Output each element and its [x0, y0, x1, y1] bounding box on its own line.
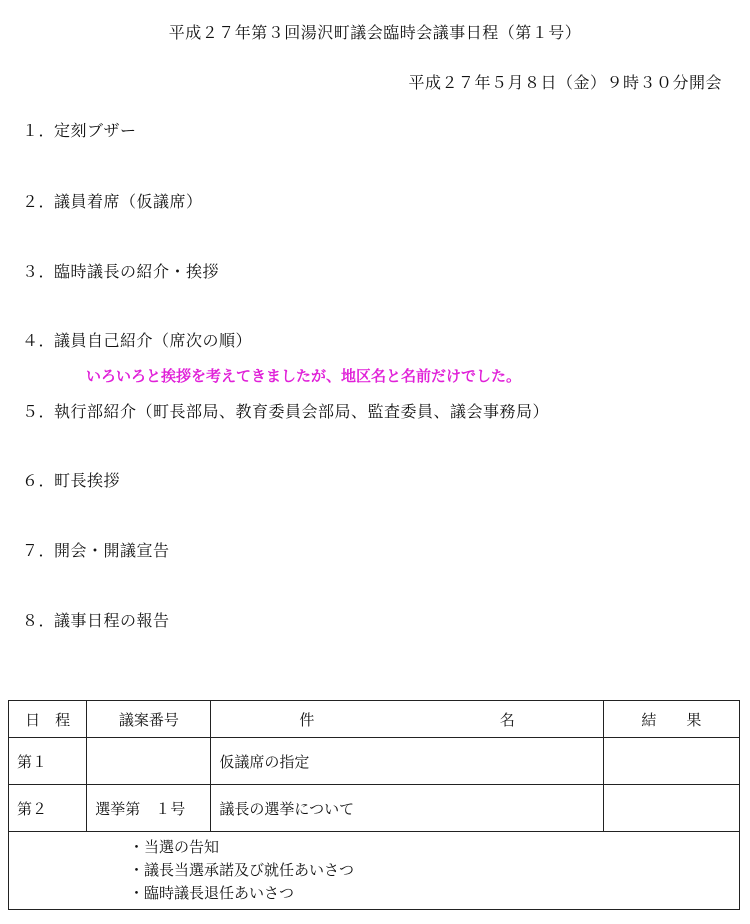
header-bill-number: 議案番号: [87, 701, 211, 738]
table-notes-row: [9, 832, 740, 910]
agenda-item-text: 定刻ブザー: [54, 121, 137, 140]
agenda-item: [22, 468, 120, 491]
agenda-item-number: ３．: [22, 262, 56, 281]
agenda-item: [22, 259, 219, 282]
header-subject-left: 件: [299, 710, 315, 729]
agenda-item-number: ２．: [22, 192, 56, 211]
header-day: 日 程: [9, 701, 87, 738]
meeting-date: 平成２７年５月８日（金）９時３０分開会: [408, 73, 722, 92]
table-row: [9, 785, 740, 832]
header-result: 結 果: [603, 701, 739, 738]
note-item: ・臨時議長退任あいさつ: [129, 884, 295, 902]
agenda-item: [22, 328, 252, 351]
agenda-item: [22, 608, 170, 631]
agenda-item: [22, 189, 203, 212]
notes-cell: [9, 832, 740, 910]
table-header-row: [9, 701, 740, 738]
cell-day: 第１: [9, 738, 87, 785]
handwritten-annotation: いろいろと挨拶を考えてきましたが、地区名と名前だけでした。: [86, 367, 522, 385]
header-subject-right: 名: [499, 710, 515, 729]
agenda-item-number: ５．: [22, 402, 56, 421]
agenda-item-text: 開会・開議宣告: [54, 541, 170, 560]
agenda-item-number: １．: [22, 121, 56, 140]
document-title: 平成２７年第３回湯沢町議会臨時会議事日程（第１号）: [168, 23, 582, 42]
agenda-item: [22, 118, 137, 141]
agenda-item-text: 議員着席（仮議席）: [54, 192, 203, 211]
agenda-item-text: 議員自己紹介（席次の順）: [54, 331, 253, 350]
note-item: ・当選の告知: [129, 838, 220, 856]
agenda-item-number: ４．: [22, 331, 56, 350]
cell-day: 第２: [9, 785, 87, 832]
agenda-item: [22, 399, 549, 422]
cell-subject: 仮議席の指定: [211, 738, 603, 785]
cell-bill-number: [87, 738, 211, 785]
agenda-item-text: 臨時議長の紹介・挨拶: [54, 262, 220, 281]
agenda-item-text: 議事日程の報告: [54, 611, 170, 630]
agenda-item-text: 執行部紹介（町長部局、教育委員会部局、監査委員、議会事務局）: [54, 402, 550, 421]
agenda-item: [22, 538, 170, 561]
agenda-item-text: 町長挨拶: [54, 471, 121, 490]
header-subject: [211, 701, 603, 738]
note-item: ・議長当選承諾及び就任あいさつ: [129, 861, 355, 879]
cell-result: [603, 738, 739, 785]
cell-bill-number: 選挙第 １号: [87, 785, 211, 832]
schedule-table: [8, 700, 740, 910]
agenda-item-number: ６．: [22, 471, 56, 490]
agenda-item-number: ８．: [22, 611, 56, 630]
table-row: [9, 738, 740, 785]
cell-result: [603, 785, 739, 832]
cell-subject: 議長の選挙について: [211, 785, 603, 832]
agenda-item-number: ７．: [22, 541, 56, 560]
